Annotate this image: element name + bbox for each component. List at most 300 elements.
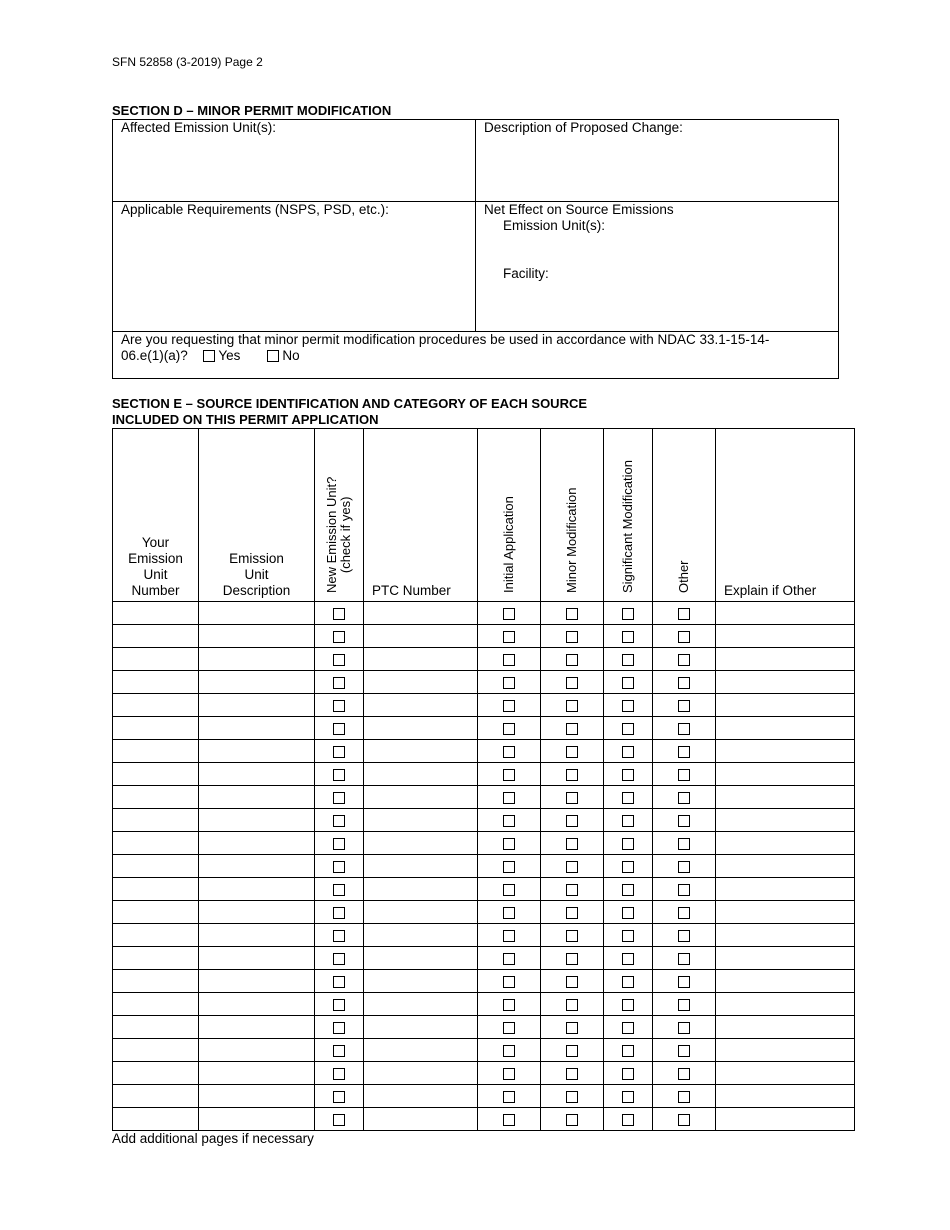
other-checkbox[interactable]: [678, 930, 690, 942]
minor-modification-checkbox[interactable]: [566, 723, 578, 735]
other-cell: [653, 901, 716, 924]
section-e-title: [112, 396, 587, 428]
initial-application-cell: [478, 1039, 541, 1062]
initial-application-cell: [478, 1085, 541, 1108]
ptc-number-cell[interactable]: [364, 625, 478, 648]
ptc-number-cell[interactable]: [364, 832, 478, 855]
ptc-number-cell[interactable]: [364, 1062, 478, 1085]
initial-application-cell: [478, 855, 541, 878]
initial-application-checkbox[interactable]: [503, 953, 515, 965]
significant-modification-cell: [604, 1039, 653, 1062]
initial-application-checkbox[interactable]: [503, 746, 515, 758]
minor-modification-checkbox[interactable]: [566, 677, 578, 689]
new-unit-cell: [315, 855, 364, 878]
explain-other-cell[interactable]: [716, 1108, 855, 1131]
minor-modification-cell: [541, 648, 604, 671]
col-unit-number: Your Emission Unit Number: [113, 429, 199, 602]
description-cell[interactable]: [475, 119, 839, 202]
initial-application-checkbox[interactable]: [503, 654, 515, 666]
unit-description-cell[interactable]: [199, 625, 315, 648]
explain-other-cell[interactable]: [716, 763, 855, 786]
initial-application-checkbox[interactable]: [503, 884, 515, 896]
other-checkbox[interactable]: [678, 1114, 690, 1126]
new-unit-checkbox[interactable]: [333, 861, 345, 873]
minor-modification-cell: [541, 740, 604, 763]
table-row: [113, 786, 855, 809]
explain-other-cell[interactable]: [716, 1085, 855, 1108]
new-unit-checkbox[interactable]: [333, 631, 345, 643]
other-checkbox[interactable]: [678, 700, 690, 712]
significant-modification-checkbox[interactable]: [622, 1091, 634, 1103]
significant-modification-checkbox[interactable]: [622, 792, 634, 804]
new-unit-checkbox[interactable]: [333, 677, 345, 689]
new-unit-checkbox[interactable]: [333, 838, 345, 850]
explain-other-cell[interactable]: [716, 878, 855, 901]
new-unit-checkbox[interactable]: [333, 930, 345, 942]
initial-application-checkbox[interactable]: [503, 677, 515, 689]
significant-modification-checkbox[interactable]: [622, 677, 634, 689]
new-unit-checkbox[interactable]: [333, 907, 345, 919]
question-line-1: Are you requesting that minor permit modification procedures be used in accordance with NDAC 33.1-15-14-: [121, 332, 770, 347]
other-checkbox[interactable]: [678, 1022, 690, 1034]
unit-number-cell[interactable]: [113, 1039, 199, 1062]
significant-modification-checkbox[interactable]: [622, 631, 634, 643]
initial-application-cell: [478, 1062, 541, 1085]
new-unit-checkbox[interactable]: [333, 769, 345, 781]
new-unit-cell: [315, 901, 364, 924]
new-unit-checkbox[interactable]: [333, 1022, 345, 1034]
new-unit-checkbox[interactable]: [333, 976, 345, 988]
explain-other-cell[interactable]: [716, 671, 855, 694]
significant-modification-checkbox[interactable]: [622, 1022, 634, 1034]
new-unit-checkbox[interactable]: [333, 1045, 345, 1057]
col-other: Other: [653, 429, 716, 602]
table-row: [113, 648, 855, 671]
new-unit-cell: [315, 1016, 364, 1039]
minor-modification-checkbox[interactable]: [566, 631, 578, 643]
new-unit-checkbox[interactable]: [333, 1091, 345, 1103]
initial-application-checkbox[interactable]: [503, 1091, 515, 1103]
unit-description-cell[interactable]: [199, 832, 315, 855]
initial-application-checkbox[interactable]: [503, 723, 515, 735]
unit-number-cell[interactable]: [113, 1016, 199, 1039]
table-row: [113, 717, 855, 740]
unit-description-cell[interactable]: [199, 763, 315, 786]
explain-other-cell[interactable]: [716, 786, 855, 809]
unit-description-cell[interactable]: [199, 901, 315, 924]
ptc-number-cell[interactable]: [364, 1039, 478, 1062]
explain-other-cell[interactable]: [716, 832, 855, 855]
minor-modification-checkbox[interactable]: [566, 1045, 578, 1057]
minor-modification-checkbox[interactable]: [566, 746, 578, 758]
initial-application-checkbox[interactable]: [503, 769, 515, 781]
other-checkbox[interactable]: [678, 631, 690, 643]
explain-other-cell[interactable]: [716, 809, 855, 832]
other-checkbox[interactable]: [678, 723, 690, 735]
footer-note: Add additional pages if necessary: [112, 1131, 314, 1146]
other-cell: [653, 602, 716, 625]
significant-modification-checkbox[interactable]: [622, 861, 634, 873]
explain-other-cell[interactable]: [716, 1062, 855, 1085]
minor-modification-checkbox[interactable]: [566, 654, 578, 666]
significant-modification-checkbox[interactable]: [622, 815, 634, 827]
initial-application-cell: [478, 786, 541, 809]
unit-number-cell[interactable]: [113, 740, 199, 763]
explain-other-cell[interactable]: [716, 947, 855, 970]
yes-label: Yes: [218, 348, 241, 363]
ptc-number-cell[interactable]: [364, 648, 478, 671]
minor-modification-checkbox[interactable]: [566, 815, 578, 827]
other-checkbox[interactable]: [678, 654, 690, 666]
significant-modification-cell: [604, 1085, 653, 1108]
ptc-number-cell[interactable]: [364, 947, 478, 970]
significant-modification-cell: [604, 671, 653, 694]
source-table: [112, 428, 855, 1131]
explain-other-cell[interactable]: [716, 717, 855, 740]
initial-application-checkbox[interactable]: [503, 930, 515, 942]
initial-application-cell: [478, 740, 541, 763]
minor-modification-checkbox[interactable]: [566, 953, 578, 965]
other-cell: [653, 625, 716, 648]
new-unit-checkbox[interactable]: [333, 723, 345, 735]
minor-modification-cell: [541, 878, 604, 901]
ptc-number-cell[interactable]: [364, 1016, 478, 1039]
other-cell: [653, 786, 716, 809]
minor-modification-checkbox[interactable]: [566, 1091, 578, 1103]
new-unit-checkbox[interactable]: [333, 654, 345, 666]
other-checkbox[interactable]: [678, 1068, 690, 1080]
net-effect-cell[interactable]: [475, 201, 839, 332]
initial-application-checkbox[interactable]: [503, 838, 515, 850]
explain-other-cell[interactable]: [716, 993, 855, 1016]
unit-number-cell[interactable]: [113, 648, 199, 671]
significant-modification-cell: [604, 786, 653, 809]
new-unit-cell: [315, 694, 364, 717]
explain-other-cell[interactable]: [716, 625, 855, 648]
minor-modification-checkbox[interactable]: [566, 792, 578, 804]
table-row: [113, 1108, 855, 1131]
minor-modification-cell: [541, 1016, 604, 1039]
initial-application-cell: [478, 993, 541, 1016]
minor-modification-checkbox[interactable]: [566, 930, 578, 942]
unit-number-cell[interactable]: [113, 878, 199, 901]
explain-other-cell[interactable]: [716, 648, 855, 671]
initial-application-cell: [478, 901, 541, 924]
unit-description-cell[interactable]: [199, 993, 315, 1016]
applicable-requirements-cell[interactable]: [112, 201, 476, 332]
unit-description-cell[interactable]: [199, 786, 315, 809]
unit-number-cell[interactable]: [113, 993, 199, 1016]
unit-description-cell[interactable]: [199, 970, 315, 993]
ptc-number-cell[interactable]: [364, 740, 478, 763]
initial-application-checkbox[interactable]: [503, 976, 515, 988]
initial-application-checkbox[interactable]: [503, 1022, 515, 1034]
unit-number-cell[interactable]: [113, 786, 199, 809]
initial-application-cell: [478, 671, 541, 694]
table-row: [113, 763, 855, 786]
unit-description-cell[interactable]: [199, 855, 315, 878]
minor-modification-cell: [541, 694, 604, 717]
significant-modification-checkbox[interactable]: [622, 1114, 634, 1126]
new-unit-cell: [315, 786, 364, 809]
other-checkbox[interactable]: [678, 953, 690, 965]
initial-application-checkbox[interactable]: [503, 700, 515, 712]
initial-application-cell: [478, 602, 541, 625]
minor-modification-checkbox[interactable]: [566, 861, 578, 873]
unit-number-cell[interactable]: [113, 694, 199, 717]
unit-description-cell[interactable]: [199, 924, 315, 947]
new-unit-cell: [315, 832, 364, 855]
initial-application-checkbox[interactable]: [503, 861, 515, 873]
new-unit-checkbox[interactable]: [333, 884, 345, 896]
explain-other-cell[interactable]: [716, 970, 855, 993]
new-unit-cell: [315, 671, 364, 694]
emission-units-label: Emission Unit(s):: [503, 218, 606, 233]
significant-modification-checkbox[interactable]: [622, 907, 634, 919]
other-checkbox[interactable]: [678, 1045, 690, 1057]
other-cell: [653, 763, 716, 786]
unit-description-cell[interactable]: [199, 1062, 315, 1085]
ptc-number-cell[interactable]: [364, 786, 478, 809]
significant-modification-checkbox[interactable]: [622, 976, 634, 988]
unit-number-cell[interactable]: [113, 947, 199, 970]
new-unit-checkbox[interactable]: [333, 1114, 345, 1126]
ptc-number-cell[interactable]: [364, 671, 478, 694]
unit-number-cell[interactable]: [113, 901, 199, 924]
minor-modification-checkbox[interactable]: [566, 1022, 578, 1034]
other-cell: [653, 1016, 716, 1039]
significant-modification-checkbox[interactable]: [622, 700, 634, 712]
ptc-number-cell[interactable]: [364, 1085, 478, 1108]
minor-modification-cell: [541, 924, 604, 947]
new-unit-checkbox[interactable]: [333, 792, 345, 804]
unit-number-cell[interactable]: [113, 1062, 199, 1085]
new-unit-checkbox[interactable]: [333, 815, 345, 827]
other-checkbox[interactable]: [678, 608, 690, 620]
ptc-number-cell[interactable]: [364, 878, 478, 901]
significant-modification-checkbox[interactable]: [622, 999, 634, 1011]
other-checkbox[interactable]: [678, 976, 690, 988]
other-checkbox[interactable]: [678, 746, 690, 758]
col-significant-modification: Significant Modification: [604, 429, 653, 602]
description-label: Description of Proposed Change:: [484, 120, 683, 135]
other-checkbox[interactable]: [678, 907, 690, 919]
unit-description-cell[interactable]: [199, 671, 315, 694]
minor-modification-cell: [541, 993, 604, 1016]
minor-modification-checkbox[interactable]: [566, 884, 578, 896]
ptc-number-cell[interactable]: [364, 924, 478, 947]
other-checkbox[interactable]: [678, 677, 690, 689]
minor-modification-cell: [541, 1108, 604, 1131]
explain-other-cell[interactable]: [716, 1016, 855, 1039]
unit-description-cell[interactable]: [199, 694, 315, 717]
initial-application-checkbox[interactable]: [503, 815, 515, 827]
unit-description-cell[interactable]: [199, 717, 315, 740]
unit-description-cell[interactable]: [199, 1108, 315, 1131]
initial-application-checkbox[interactable]: [503, 792, 515, 804]
initial-application-cell: [478, 694, 541, 717]
significant-modification-cell: [604, 763, 653, 786]
new-unit-checkbox[interactable]: [333, 700, 345, 712]
new-unit-checkbox[interactable]: [333, 1068, 345, 1080]
unit-number-cell[interactable]: [113, 809, 199, 832]
yes-checkbox[interactable]: [203, 350, 215, 362]
initial-application-checkbox[interactable]: [503, 1114, 515, 1126]
unit-number-cell[interactable]: [113, 924, 199, 947]
other-checkbox[interactable]: [678, 1091, 690, 1103]
other-cell: [653, 878, 716, 901]
unit-description-cell[interactable]: [199, 947, 315, 970]
ptc-number-cell[interactable]: [364, 1108, 478, 1131]
question-line-2: [121, 348, 300, 364]
explain-other-cell[interactable]: [716, 1039, 855, 1062]
minor-modification-checkbox[interactable]: [566, 608, 578, 620]
minor-modification-checkbox[interactable]: [566, 999, 578, 1011]
unit-number-cell[interactable]: [113, 832, 199, 855]
initial-application-checkbox[interactable]: [503, 999, 515, 1011]
new-unit-checkbox[interactable]: [333, 953, 345, 965]
significant-modification-checkbox[interactable]: [622, 746, 634, 758]
other-checkbox[interactable]: [678, 861, 690, 873]
unit-number-cell[interactable]: [113, 763, 199, 786]
unit-description-cell[interactable]: [199, 1039, 315, 1062]
significant-modification-checkbox[interactable]: [622, 1045, 634, 1057]
significant-modification-checkbox[interactable]: [622, 838, 634, 850]
new-unit-checkbox[interactable]: [333, 999, 345, 1011]
ptc-number-cell[interactable]: [364, 855, 478, 878]
unit-description-cell[interactable]: [199, 1016, 315, 1039]
minor-modification-checkbox[interactable]: [566, 838, 578, 850]
significant-modification-cell: [604, 625, 653, 648]
ptc-number-cell[interactable]: [364, 901, 478, 924]
table-row: [113, 809, 855, 832]
unit-description-cell[interactable]: [199, 878, 315, 901]
significant-modification-checkbox[interactable]: [622, 884, 634, 896]
new-unit-cell: [315, 740, 364, 763]
new-unit-cell: [315, 1108, 364, 1131]
ptc-number-cell[interactable]: [364, 993, 478, 1016]
unit-description-cell[interactable]: [199, 740, 315, 763]
other-checkbox[interactable]: [678, 769, 690, 781]
new-unit-checkbox[interactable]: [333, 608, 345, 620]
unit-number-cell[interactable]: [113, 602, 199, 625]
other-cell: [653, 1085, 716, 1108]
significant-modification-checkbox[interactable]: [622, 654, 634, 666]
significant-modification-cell: [604, 855, 653, 878]
minor-modification-cell: [541, 625, 604, 648]
unit-description-cell[interactable]: [199, 1085, 315, 1108]
initial-application-checkbox[interactable]: [503, 608, 515, 620]
unit-number-cell[interactable]: [113, 671, 199, 694]
unit-number-cell[interactable]: [113, 717, 199, 740]
significant-modification-cell: [604, 1062, 653, 1085]
table-row: [113, 1016, 855, 1039]
other-checkbox[interactable]: [678, 815, 690, 827]
no-label: No: [282, 348, 300, 363]
initial-application-checkbox[interactable]: [503, 631, 515, 643]
other-cell: [653, 671, 716, 694]
table-row: [113, 947, 855, 970]
explain-other-cell[interactable]: [716, 694, 855, 717]
ptc-number-cell[interactable]: [364, 602, 478, 625]
explain-other-cell[interactable]: [716, 924, 855, 947]
significant-modification-checkbox[interactable]: [622, 930, 634, 942]
no-checkbox[interactable]: [267, 350, 279, 362]
ptc-number-cell[interactable]: [364, 763, 478, 786]
section-e-title-line-2: INCLUDED ON THIS PERMIT APPLICATION: [112, 412, 379, 427]
minor-modification-checkbox[interactable]: [566, 1068, 578, 1080]
ptc-number-cell[interactable]: [364, 694, 478, 717]
unit-number-cell[interactable]: [113, 1085, 199, 1108]
unit-description-cell[interactable]: [199, 809, 315, 832]
explain-other-cell[interactable]: [716, 855, 855, 878]
significant-modification-checkbox[interactable]: [622, 953, 634, 965]
ptc-number-cell[interactable]: [364, 970, 478, 993]
minor-modification-checkbox[interactable]: [566, 976, 578, 988]
significant-modification-cell: [604, 878, 653, 901]
minor-modification-checkbox[interactable]: [566, 769, 578, 781]
significant-modification-cell: [604, 602, 653, 625]
initial-application-cell: [478, 717, 541, 740]
col-minor-modification: Minor Modification: [541, 429, 604, 602]
minor-modification-cell: [541, 855, 604, 878]
explain-other-cell[interactable]: [716, 740, 855, 763]
other-checkbox[interactable]: [678, 838, 690, 850]
minor-modification-checkbox[interactable]: [566, 1114, 578, 1126]
section-e-title-line-1: SECTION E – SOURCE IDENTIFICATION AND CATEGORY OF EACH SOURCE: [112, 396, 588, 411]
new-unit-cell: [315, 1062, 364, 1085]
other-cell: [653, 970, 716, 993]
affected-units-cell[interactable]: [112, 119, 476, 202]
other-checkbox[interactable]: [678, 792, 690, 804]
unit-number-cell[interactable]: [113, 855, 199, 878]
significant-modification-cell: [604, 1016, 653, 1039]
affected-units-label: Affected Emission Unit(s):: [121, 120, 277, 135]
unit-description-cell[interactable]: [199, 648, 315, 671]
significant-modification-cell: [604, 970, 653, 993]
unit-number-cell[interactable]: [113, 970, 199, 993]
other-checkbox[interactable]: [678, 999, 690, 1011]
table-row: [113, 878, 855, 901]
significant-modification-cell: [604, 809, 653, 832]
initial-application-checkbox[interactable]: [503, 1068, 515, 1080]
new-unit-checkbox[interactable]: [333, 746, 345, 758]
other-checkbox[interactable]: [678, 884, 690, 896]
initial-application-checkbox[interactable]: [503, 1045, 515, 1057]
minor-modification-checkbox[interactable]: [566, 907, 578, 919]
minor-modification-cell: [541, 763, 604, 786]
explain-other-cell[interactable]: [716, 602, 855, 625]
significant-modification-checkbox[interactable]: [622, 769, 634, 781]
ptc-number-cell[interactable]: [364, 717, 478, 740]
unit-description-cell[interactable]: [199, 602, 315, 625]
significant-modification-checkbox[interactable]: [622, 1068, 634, 1080]
other-cell: [653, 993, 716, 1016]
explain-other-cell[interactable]: [716, 901, 855, 924]
unit-number-cell[interactable]: [113, 625, 199, 648]
col-unit-description: Emission Unit Description: [199, 429, 315, 602]
significant-modification-cell: [604, 694, 653, 717]
initial-application-checkbox[interactable]: [503, 907, 515, 919]
significant-modification-cell: [604, 1108, 653, 1131]
initial-application-cell: [478, 947, 541, 970]
significant-modification-checkbox[interactable]: [622, 608, 634, 620]
minor-modification-checkbox[interactable]: [566, 700, 578, 712]
ptc-number-cell[interactable]: [364, 809, 478, 832]
significant-modification-checkbox[interactable]: [622, 723, 634, 735]
unit-number-cell[interactable]: [113, 1108, 199, 1131]
col-ptc-number: PTC Number: [364, 429, 478, 602]
